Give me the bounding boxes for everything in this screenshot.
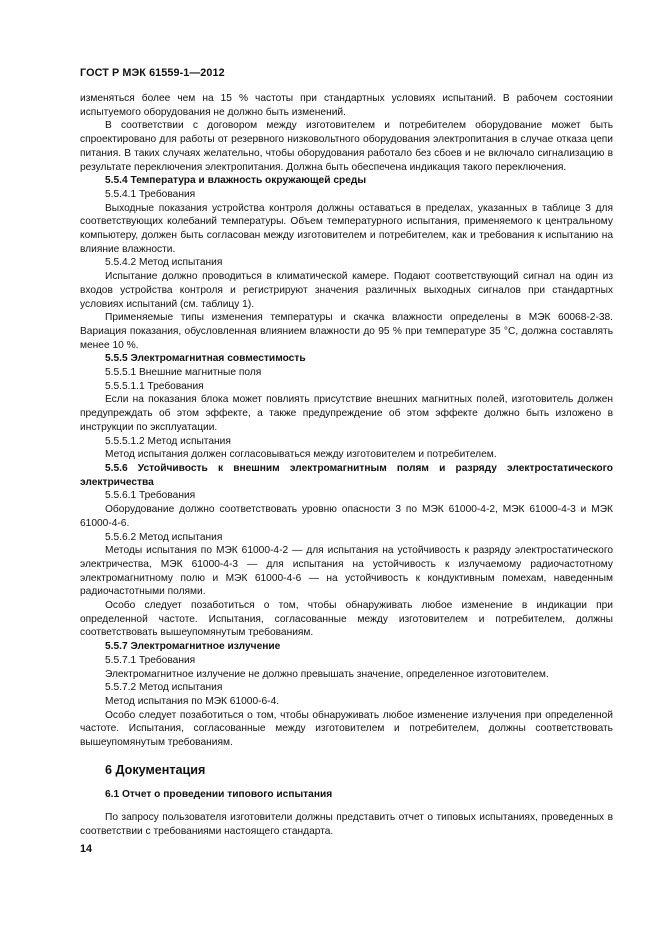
heading-5-5-6-2: 5.5.6.2 Метод испытания <box>105 531 223 543</box>
paragraph-emission-frequency: Особо следует позаботиться о том, чтобы обнаруживать любое изменение излучения при определенной частоте. Испытания, согласованные между изготовителем и потребителем, должны соответствовать вышеупомянутым требованиям. <box>80 709 613 749</box>
paragraph-emission-test-method: Метод испытания по МЭК 61000-6-4. <box>105 695 280 707</box>
paragraph-immunity-requirements: Оборудование должно соответствовать уровню опасности 3 по МЭК 61000-4-2, МЭК 61000-4-3 и МЭК 61000-4-6. <box>80 504 613 529</box>
heading-5-5-4-1: 5.5.4.1 Требования <box>105 188 196 200</box>
page-number: 14 <box>80 843 93 855</box>
heading-5-5-6: 5.5.6 Устойчивость к внешним электромагнитным полям и разряду электростатического электричества <box>80 462 613 488</box>
heading-6-1: 6.1 Отчет о проведении типового испытания <box>105 788 333 800</box>
heading-section-6: 6 Документация <box>105 762 206 777</box>
paragraph-magnetic-test-method: Метод испытания должен согласовываться между изготовителем и потребителем. <box>105 449 497 461</box>
heading-5-5-7: 5.5.7 Электромагнитное излучение <box>105 641 281 653</box>
heading-5-5-7-2: 5.5.7.2 Метод испытания <box>105 682 223 694</box>
paragraph-immunity-test-methods: Методы испытания по МЭК 61000-4-2 — для испытания на устойчивость к разряду электростатического электричества, МЭК 61000-4-3 — для испытания на устойчивость к излучаемому радиочастотному электромагнитному полю и МЭК 61000-4-6 — на устойчивость к кондуктивным помехам, наведенным радиочастотными полями. <box>80 545 613 598</box>
paragraph-type-test-report: По запросу пользователя изготовители должны представить отчет о типовых испытаниях, проведенных в соответствии с требованиями настоящего стандарта. <box>80 812 613 838</box>
heading-5-5-7-1: 5.5.7.1 Требования <box>105 654 196 666</box>
paragraph-immunity-indication: Особо следует позаботиться о том, чтобы обнаруживать любое изменение в индикации при определенной частоте. Испытания, согласованные между изготовителем и потребителем, должны соответствовать вышеупомянутым требованиям. <box>80 600 613 639</box>
paragraph-continuation: изменяться более чем на 15 % частоты при стандартных условиях испытаний. В рабочем состоянии испытуемого оборудования не должно быть изменений. <box>80 93 613 118</box>
document-header: ГОСТ Р МЭК 61559-1—2012 <box>80 67 225 79</box>
paragraph-climate-test: Испытание должно проводиться в климатической камере. Подают соответствующий сигнал на один из входов устройства контроля и регистрируют значения различных выходных сигналов при стандартных условиях испытаний (см. таблицу 1). <box>80 271 613 310</box>
paragraph-humidity-variation: Применяемые типы изменения температуры и скачка влажности определены в МЭК 60068-2-38. Вариация показания, обусловленная влиянием влажности до 95 % при температуре 35 °С, должна составлять менее 10 %. <box>80 312 613 351</box>
heading-5-5-5-1-1: 5.5.5.1.1 Требования <box>105 380 204 392</box>
paragraph-temperature-requirements: Выходные показания устройства контроля должны оставаться в пределах, указанных в таблице 3 для соответствующих колебаний температуры. Объем температурного испытания, применяемого к центральному компьютеру, должен быть согласован между изготовителем и потребителем, как и требования к испытанию на влияние влажности. <box>80 202 613 255</box>
heading-5-5-5-1: 5.5.5.1 Внешние магнитные поля <box>105 367 262 379</box>
heading-5-5-4-2: 5.5.4.2 Метод испытания <box>105 257 223 269</box>
heading-5-5-5-1-2: 5.5.5.1.2 Метод испытания <box>105 435 231 447</box>
heading-5-5-4: 5.5.4 Температура и влажность окружающей среды <box>105 175 367 187</box>
heading-5-5-5: 5.5.5 Электромагнитная совместимость <box>105 353 306 365</box>
paragraph-backup-power: В соответствии с договором между изготовителем и потребителем оборудование может быть спроектировано для работы от резервного низковольтного оборудования электропитания в случае отказа цепи питания. В таких случаях желательно, чтобы оборудования работало без сбоев и не включало сигнализацию в результате переключения электропитания. Должна быть обеспечена индикация такого переключения. <box>80 120 613 173</box>
paragraph-emission-requirement: Электромагнитное излучение не должно превышать значение, определенное изготовителем. <box>105 668 549 680</box>
document-body <box>80 92 613 839</box>
paragraph-magnetic-fields: Если на показания блока может повлиять присутствие внешних магнитных полей, изготовитель должен предупреждать об этом эффекте, а также предупреждение об этом эффекте должно быть изложено в инструкции по эксплуатации. <box>80 394 613 433</box>
heading-5-5-6-1: 5.5.6.1 Требования <box>105 490 196 502</box>
